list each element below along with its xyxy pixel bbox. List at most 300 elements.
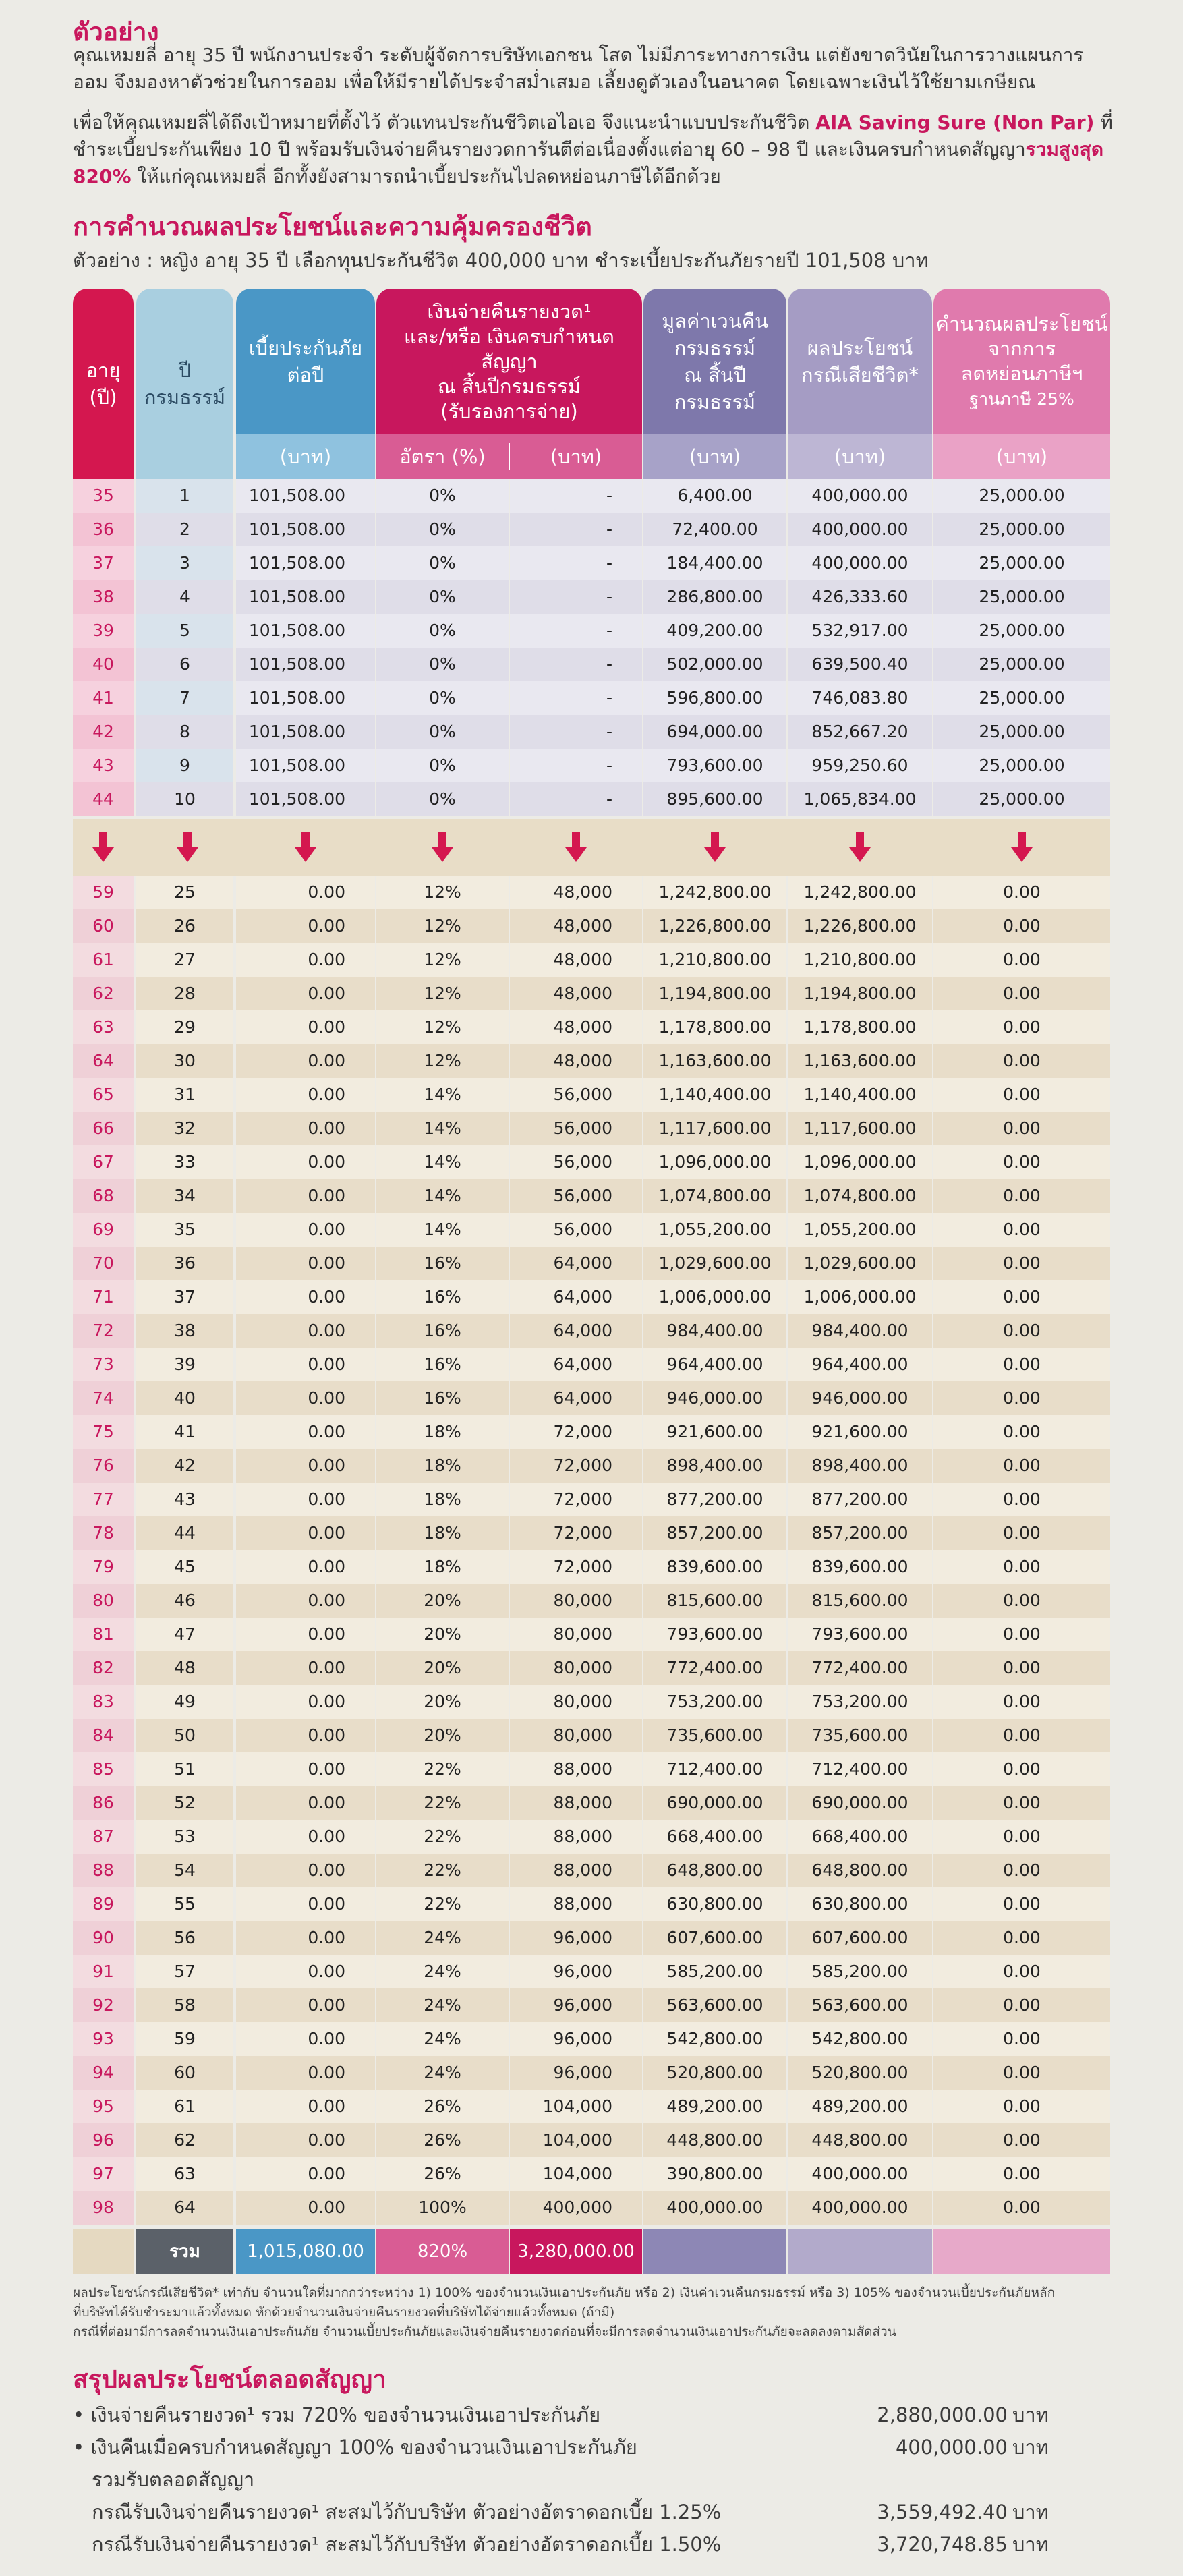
table-row (73, 2056, 1110, 2090)
cell-amount: 64,000 (510, 1381, 642, 1415)
header-cash-line: กรมธรรม์ (674, 391, 756, 413)
cell-premium: 0.00 (236, 909, 375, 943)
cell-rate: 22% (376, 1887, 509, 1921)
cell-premium: 0.00 (236, 1483, 375, 1516)
down-arrow-icon (848, 831, 872, 863)
cell-age: 93 (73, 2022, 134, 2056)
cell-cash: 648,800.00 (643, 1854, 786, 1887)
table-row (73, 1381, 1110, 1415)
cell-year: 27 (136, 943, 233, 977)
cell-amount: - (510, 546, 642, 580)
cell-death: 921,600.00 (788, 1415, 932, 1449)
cell-year: 28 (136, 977, 233, 1010)
cell-death: 772,400.00 (788, 1651, 932, 1685)
cell-tax: 0.00 (933, 1381, 1110, 1415)
cell-amount: 96,000 (510, 2056, 642, 2090)
summary-row (73, 2432, 1125, 2462)
cell-year: 35 (136, 1213, 233, 1247)
cell-death: 585,200.00 (788, 1955, 932, 1988)
cell-age: 62 (73, 977, 134, 1010)
cell-cash: 1,055,200.00 (643, 1213, 786, 1247)
cell-premium: 0.00 (236, 1179, 375, 1213)
table-row (73, 1752, 1110, 1786)
summary-value: 2,880,000.00 (877, 2403, 1008, 2426)
cell-tax: 0.00 (933, 1247, 1110, 1280)
cell-year: 64 (136, 2191, 233, 2225)
calc-example: ตัวอย่าง : หญิง อายุ 35 ปี เลือกทุนประกันชีวิต 400,000 บาท ชำระเบี้ยประกันภัยรายปี 101,508 บาท (73, 249, 929, 272)
cell-year: 52 (136, 1786, 233, 1820)
header-payout-units (376, 434, 642, 479)
cell-death: 648,800.00 (788, 1854, 932, 1887)
cell-death: 448,800.00 (788, 2123, 932, 2157)
cell-year: 4 (136, 580, 233, 614)
header-death-unit (788, 434, 932, 479)
intro-paragraph-2 (73, 109, 1118, 190)
cell-tax: 25,000.00 (933, 681, 1110, 715)
cell-cash: 520,800.00 (643, 2056, 786, 2090)
table-row (73, 1078, 1110, 1112)
cell-tax: 25,000.00 (933, 715, 1110, 749)
cell-tax: 0.00 (933, 2123, 1110, 2157)
cell-age: 60 (73, 909, 134, 943)
cell-year: 6 (136, 648, 233, 681)
header-cash-line: ณ สิ้นปี (683, 364, 747, 387)
header-age-line: อายุ (86, 359, 121, 382)
header-cash-unit (643, 434, 786, 479)
cell-rate: 16% (376, 1314, 509, 1348)
down-arrow-icon (564, 831, 588, 863)
cell-year: 41 (136, 1415, 233, 1449)
cell-tax: 0.00 (933, 1213, 1110, 1247)
cell-age: 70 (73, 1247, 134, 1280)
cell-premium: 0.00 (236, 943, 375, 977)
cell-year: 59 (136, 2022, 233, 2056)
cell-death: 753,200.00 (788, 1685, 932, 1719)
cell-amount: 80,000 (510, 1685, 642, 1719)
cell-premium: 101,508.00 (236, 546, 375, 580)
cell-rate: 20% (376, 1618, 509, 1651)
table-row (73, 1719, 1110, 1752)
total-amount: 3,280,000.00 (510, 2229, 642, 2274)
cell-rate: 26% (376, 2090, 509, 2123)
cell-rate: 26% (376, 2123, 509, 2157)
cell-premium: 0.00 (236, 1078, 375, 1112)
cell-death: 1,178,800.00 (788, 1010, 932, 1044)
cell-death: 959,250.60 (788, 749, 932, 782)
table-row (73, 614, 1110, 648)
cell-death: 607,600.00 (788, 1921, 932, 1955)
summary-label: • เงินคืนเมื่อครบกำหนดสัญญา 100% ของจำนวนเงินเอาประกันภัย (73, 2436, 637, 2459)
header-payout (376, 289, 642, 479)
cell-amount: 48,000 (510, 1010, 642, 1044)
cell-rate: 24% (376, 2022, 509, 2056)
cell-death: 1,242,800.00 (788, 876, 932, 909)
cell-year: 54 (136, 1854, 233, 1887)
cell-age: 37 (73, 546, 134, 580)
summary-label: กรณีรับเงินจ่ายคืนรายงวด¹ สะสมไว้กับบริษัท ตัวอย่างอัตราดอกเบี้ย 1.50% (92, 2533, 722, 2556)
cell-tax: 0.00 (933, 1516, 1110, 1550)
cell-age: 63 (73, 1010, 134, 1044)
table-row (73, 2123, 1110, 2157)
cell-amount: - (510, 614, 642, 648)
cell-amount: 88,000 (510, 1887, 642, 1921)
cell-tax: 0.00 (933, 1988, 1110, 2022)
cell-year: 5 (136, 614, 233, 648)
cell-death: 1,194,800.00 (788, 977, 932, 1010)
cell-premium: 0.00 (236, 1719, 375, 1752)
header-premium-line: ต่อปี (287, 364, 324, 387)
cell-year: 50 (136, 1719, 233, 1752)
table-row (73, 1584, 1110, 1618)
cell-amount: 56,000 (510, 1078, 642, 1112)
cell-age: 41 (73, 681, 134, 715)
table-row (73, 876, 1110, 909)
table-row (73, 1786, 1110, 1820)
header-tax-line: คำนวณผลประโยชน์ (935, 312, 1108, 335)
summary-label: • เงินจ่ายคืนรายงวด¹ รวม 720% ของจำนวนเงินเอาประกันภัย (73, 2403, 601, 2426)
cell-amount: - (510, 681, 642, 715)
cell-age: 76 (73, 1449, 134, 1483)
cell-age: 64 (73, 1044, 134, 1078)
cell-age: 42 (73, 715, 134, 749)
cell-rate: 20% (376, 1685, 509, 1719)
cell-death: 400,000.00 (788, 479, 932, 513)
header-cash-value (643, 289, 786, 479)
cell-age: 69 (73, 1213, 134, 1247)
table-row (73, 1955, 1110, 1988)
intro-text-a: เพื่อให้คุณเหมยลี่ได้ถึงเป้าหมายที่ตั้งไว้ ตัวแทนประกันชีวิตเอไอเอ จึงแนะนำแบบประกันชีวิต (73, 111, 816, 134)
cell-rate: 16% (376, 1381, 509, 1415)
table-row (73, 1685, 1110, 1719)
cell-age: 59 (73, 876, 134, 909)
cell-rate: 0% (376, 580, 509, 614)
cell-age: 65 (73, 1078, 134, 1112)
total-age-spacer (73, 2229, 134, 2274)
cell-amount: 48,000 (510, 943, 642, 977)
cell-year: 7 (136, 681, 233, 715)
cell-rate: 18% (376, 1516, 509, 1550)
cell-premium: 0.00 (236, 1044, 375, 1078)
cell-tax: 25,000.00 (933, 648, 1110, 681)
cell-age: 39 (73, 614, 134, 648)
cell-age: 96 (73, 2123, 134, 2157)
table-row (73, 1044, 1110, 1078)
cell-year: 44 (136, 1516, 233, 1550)
cell-tax: 0.00 (933, 1854, 1110, 1887)
cell-tax: 0.00 (933, 1280, 1110, 1314)
cell-cash: 542,800.00 (643, 2022, 786, 2056)
cell-year: 40 (136, 1381, 233, 1415)
footnote (73, 2283, 1125, 2342)
cell-death: 1,096,000.00 (788, 1145, 932, 1179)
cell-rate: 22% (376, 1786, 509, 1820)
cell-tax: 0.00 (933, 1921, 1110, 1955)
cell-age: 91 (73, 1955, 134, 1988)
cell-tax: 0.00 (933, 1179, 1110, 1213)
cell-rate: 100% (376, 2191, 509, 2225)
cell-age: 86 (73, 1786, 134, 1820)
cell-rate: 0% (376, 715, 509, 749)
cell-death: 668,400.00 (788, 1820, 932, 1854)
cell-cash: 1,029,600.00 (643, 1247, 786, 1280)
cell-rate: 12% (376, 1044, 509, 1078)
cell-premium: 0.00 (236, 2123, 375, 2157)
cell-age: 78 (73, 1516, 134, 1550)
cell-amount: 104,000 (510, 2090, 642, 2123)
cell-year: 47 (136, 1618, 233, 1651)
cell-cash: 607,600.00 (643, 1921, 786, 1955)
cell-age: 83 (73, 1685, 134, 1719)
cell-year: 8 (136, 715, 233, 749)
cell-year: 55 (136, 1887, 233, 1921)
table-row (73, 715, 1110, 749)
cell-year: 38 (136, 1314, 233, 1348)
cell-cash: 286,800.00 (643, 580, 786, 614)
totals-row (73, 2229, 1110, 2274)
cell-rate: 22% (376, 1752, 509, 1786)
cell-amount: 80,000 (510, 1618, 642, 1651)
cell-age: 95 (73, 2090, 134, 2123)
cell-rate: 14% (376, 1112, 509, 1145)
table-row (73, 1988, 1110, 2022)
intro-text-c: ให้แก่คุณเหมยลี่ อีกทั้งยังสามารถนำเบี้ยประกันไปลดหย่อนภาษีได้อีกด้วย (131, 165, 721, 188)
cell-death: 946,000.00 (788, 1381, 932, 1415)
cell-cash: 400,000.00 (643, 2191, 786, 2225)
total-rate: 820% (376, 2229, 509, 2274)
cell-age: 90 (73, 1921, 134, 1955)
cell-death: 400,000.00 (788, 546, 932, 580)
summary-value: 3,559,492.40 (877, 2500, 1008, 2523)
cell-cash: 1,006,000.00 (643, 1280, 786, 1314)
cell-cash: 753,200.00 (643, 1685, 786, 1719)
cell-cash: 1,210,800.00 (643, 943, 786, 977)
cell-rate: 0% (376, 782, 509, 816)
footnote-line: ผลประโยชน์กรณีเสียชีวิต* เท่ากับ จำนวนใดที่มากกว่าระหว่าง 1) 100% ของจำนวนเงินเอาประกันภัย หรือ 2) เงินค่าเวนคืนกรมธรรม์ หรือ 3) 105% ของจำนวนเบี้ยประกันภัยหลัก (73, 2285, 1056, 2300)
cell-age: 67 (73, 1145, 134, 1179)
cell-rate: 0% (376, 614, 509, 648)
cell-premium: 0.00 (236, 1449, 375, 1483)
cell-year: 49 (136, 1685, 233, 1719)
cell-age: 35 (73, 479, 134, 513)
cell-premium: 0.00 (236, 1854, 375, 1887)
cell-premium: 101,508.00 (236, 580, 375, 614)
cell-rate: 12% (376, 977, 509, 1010)
cell-death: 984,400.00 (788, 1314, 932, 1348)
cell-death: 400,000.00 (788, 2157, 932, 2191)
cell-amount: - (510, 513, 642, 546)
table-row (73, 1921, 1110, 1955)
cell-tax: 25,000.00 (933, 479, 1110, 513)
cell-year: 39 (136, 1348, 233, 1381)
cell-tax: 0.00 (933, 909, 1110, 943)
cell-year: 51 (136, 1752, 233, 1786)
table-row (73, 1247, 1110, 1280)
cell-tax: 0.00 (933, 2157, 1110, 2191)
cell-amount: 72,000 (510, 1550, 642, 1584)
cell-amount: 104,000 (510, 2157, 642, 2191)
cell-rate: 14% (376, 1213, 509, 1247)
cell-amount: 96,000 (510, 1988, 642, 2022)
cell-premium: 0.00 (236, 1988, 375, 2022)
max-return-highlight: รวมสูงสุด 820% (73, 138, 1104, 188)
cell-tax: 0.00 (933, 1112, 1110, 1145)
header-death-benefit (788, 289, 932, 479)
cell-tax: 0.00 (933, 1820, 1110, 1854)
intro-text-b: ที่ชำระเบี้ยประกันเพียง 10 ปี พร้อมรับเงินจ่ายคืนรายงวดการันตีต่อเนื่องตั้งแต่อายุ 60 – 98 ปี และเงินครบกำหนดสัญญา (73, 111, 1113, 161)
cell-cash: 585,200.00 (643, 1955, 786, 1988)
summary-unit: บาท (1012, 2403, 1049, 2426)
down-arrow-icon (91, 831, 115, 863)
cell-cash: 1,242,800.00 (643, 876, 786, 909)
cell-year: 58 (136, 1988, 233, 2022)
cell-age: 75 (73, 1415, 134, 1449)
summary-row (73, 2400, 1125, 2430)
cell-premium: 0.00 (236, 1618, 375, 1651)
cell-cash: 815,600.00 (643, 1584, 786, 1618)
cell-premium: 0.00 (236, 1752, 375, 1786)
cell-death: 400,000.00 (788, 513, 932, 546)
cell-year: 37 (136, 1280, 233, 1314)
table-row (73, 1145, 1110, 1179)
cell-year: 26 (136, 909, 233, 943)
cell-year: 60 (136, 2056, 233, 2090)
cell-premium: 101,508.00 (236, 614, 375, 648)
cell-amount: 72,000 (510, 1449, 642, 1483)
cell-premium: 0.00 (236, 1247, 375, 1280)
cell-age: 84 (73, 1719, 134, 1752)
unit-label: (บาท) (550, 445, 602, 468)
cell-death: 793,600.00 (788, 1618, 932, 1651)
cell-death: 964,400.00 (788, 1348, 932, 1381)
cell-amount: 80,000 (510, 1584, 642, 1618)
cell-cash: 694,000.00 (643, 715, 786, 749)
header-year (136, 289, 233, 479)
cell-cash: 793,600.00 (643, 749, 786, 782)
cell-tax: 0.00 (933, 1719, 1110, 1752)
cell-tax: 0.00 (933, 1348, 1110, 1381)
cell-amount: 64,000 (510, 1348, 642, 1381)
header-age-line: (ปี) (89, 386, 117, 409)
cell-tax: 0.00 (933, 1078, 1110, 1112)
summary-value: 400,000.00 (895, 2436, 1008, 2459)
cell-premium: 0.00 (236, 2191, 375, 2225)
cell-death: 400,000.00 (788, 2191, 932, 2225)
footnote-line: ที่บริษัทได้รับชำระมาแล้วทั้งหมด หักด้วยจำนวนเงินจ่ายคืนรายงวดที่บริษัทได้จ่ายแล้วทั้งหมด (ถ้ามี) (73, 2305, 615, 2320)
cell-year: 31 (136, 1078, 233, 1112)
cell-cash: 1,096,000.00 (643, 1145, 786, 1179)
cell-age: 88 (73, 1854, 134, 1887)
cell-amount: 64,000 (510, 1280, 642, 1314)
header-premium (236, 289, 375, 479)
cell-amount: 96,000 (510, 2022, 642, 2056)
cell-amount: 56,000 (510, 1145, 642, 1179)
summary-row (73, 2529, 1125, 2559)
example-heading: ตัวอย่าง (73, 18, 159, 47)
table-row (73, 681, 1110, 715)
cell-cash: 964,400.00 (643, 1348, 786, 1381)
cell-tax: 0.00 (933, 1752, 1110, 1786)
cell-amount: 48,000 (510, 977, 642, 1010)
header-death-line: ผลประโยชน์ (807, 337, 913, 360)
cell-death: 735,600.00 (788, 1719, 932, 1752)
cell-amount: - (510, 648, 642, 681)
cell-age: 81 (73, 1618, 134, 1651)
cell-premium: 0.00 (236, 1820, 375, 1854)
cell-tax: 0.00 (933, 2090, 1110, 2123)
cell-year: 32 (136, 1112, 233, 1145)
cell-death: 1,226,800.00 (788, 909, 932, 943)
cell-cash: 793,600.00 (643, 1618, 786, 1651)
total-label: รวม (136, 2229, 233, 2274)
header-age (73, 289, 134, 479)
unit-label: (บาท) (834, 445, 886, 468)
cell-rate: 12% (376, 943, 509, 977)
cell-year: 61 (136, 2090, 233, 2123)
cell-cash: 895,600.00 (643, 782, 786, 816)
table-row (73, 1415, 1110, 1449)
cell-amount: 96,000 (510, 1921, 642, 1955)
cell-cash: 898,400.00 (643, 1449, 786, 1483)
cell-amount: - (510, 782, 642, 816)
cell-death: 563,600.00 (788, 1988, 932, 2022)
cell-cash: 489,200.00 (643, 2090, 786, 2123)
product-name: AIA Saving Sure (Non Par) (815, 111, 1095, 134)
cell-premium: 0.00 (236, 1955, 375, 1988)
table-row (73, 1550, 1110, 1584)
cell-age: 73 (73, 1348, 134, 1381)
cell-rate: 20% (376, 1719, 509, 1752)
calc-heading: การคำนวณผลประโยชน์และความคุ้มครองชีวิต (73, 212, 592, 241)
cell-rate: 20% (376, 1584, 509, 1618)
cell-premium: 0.00 (236, 1213, 375, 1247)
cell-tax: 0.00 (933, 1651, 1110, 1685)
down-arrow-icon (703, 831, 727, 863)
cell-cash: 72,400.00 (643, 513, 786, 546)
cell-death: 1,163,600.00 (788, 1044, 932, 1078)
cell-premium: 0.00 (236, 1348, 375, 1381)
cell-age: 43 (73, 749, 134, 782)
cell-amount: 48,000 (510, 876, 642, 909)
table-row (73, 909, 1110, 943)
total-premium: 1,015,080.00 (236, 2229, 375, 2274)
cell-amount: 104,000 (510, 2123, 642, 2157)
cell-age: 94 (73, 2056, 134, 2090)
cell-amount: 64,000 (510, 1247, 642, 1280)
cell-rate: 18% (376, 1483, 509, 1516)
cell-amount: - (510, 715, 642, 749)
cell-rate: 0% (376, 513, 509, 546)
table-row (73, 943, 1110, 977)
cell-tax: 0.00 (933, 1955, 1110, 1988)
cell-cash: 502,000.00 (643, 648, 786, 681)
table-row (73, 513, 1110, 546)
table-row (73, 1618, 1110, 1651)
cell-cash: 690,000.00 (643, 1786, 786, 1820)
cell-amount: 80,000 (510, 1719, 642, 1752)
table-row (73, 977, 1110, 1010)
cell-amount: 56,000 (510, 1213, 642, 1247)
cell-premium: 0.00 (236, 1685, 375, 1719)
cell-death: 426,333.60 (788, 580, 932, 614)
table-row (73, 1516, 1110, 1550)
cell-rate: 18% (376, 1449, 509, 1483)
table-row (73, 1483, 1110, 1516)
table-row (73, 1887, 1110, 1921)
cell-rate: 12% (376, 1010, 509, 1044)
cell-tax: 0.00 (933, 943, 1110, 977)
cell-premium: 0.00 (236, 1921, 375, 1955)
cell-year: 56 (136, 1921, 233, 1955)
